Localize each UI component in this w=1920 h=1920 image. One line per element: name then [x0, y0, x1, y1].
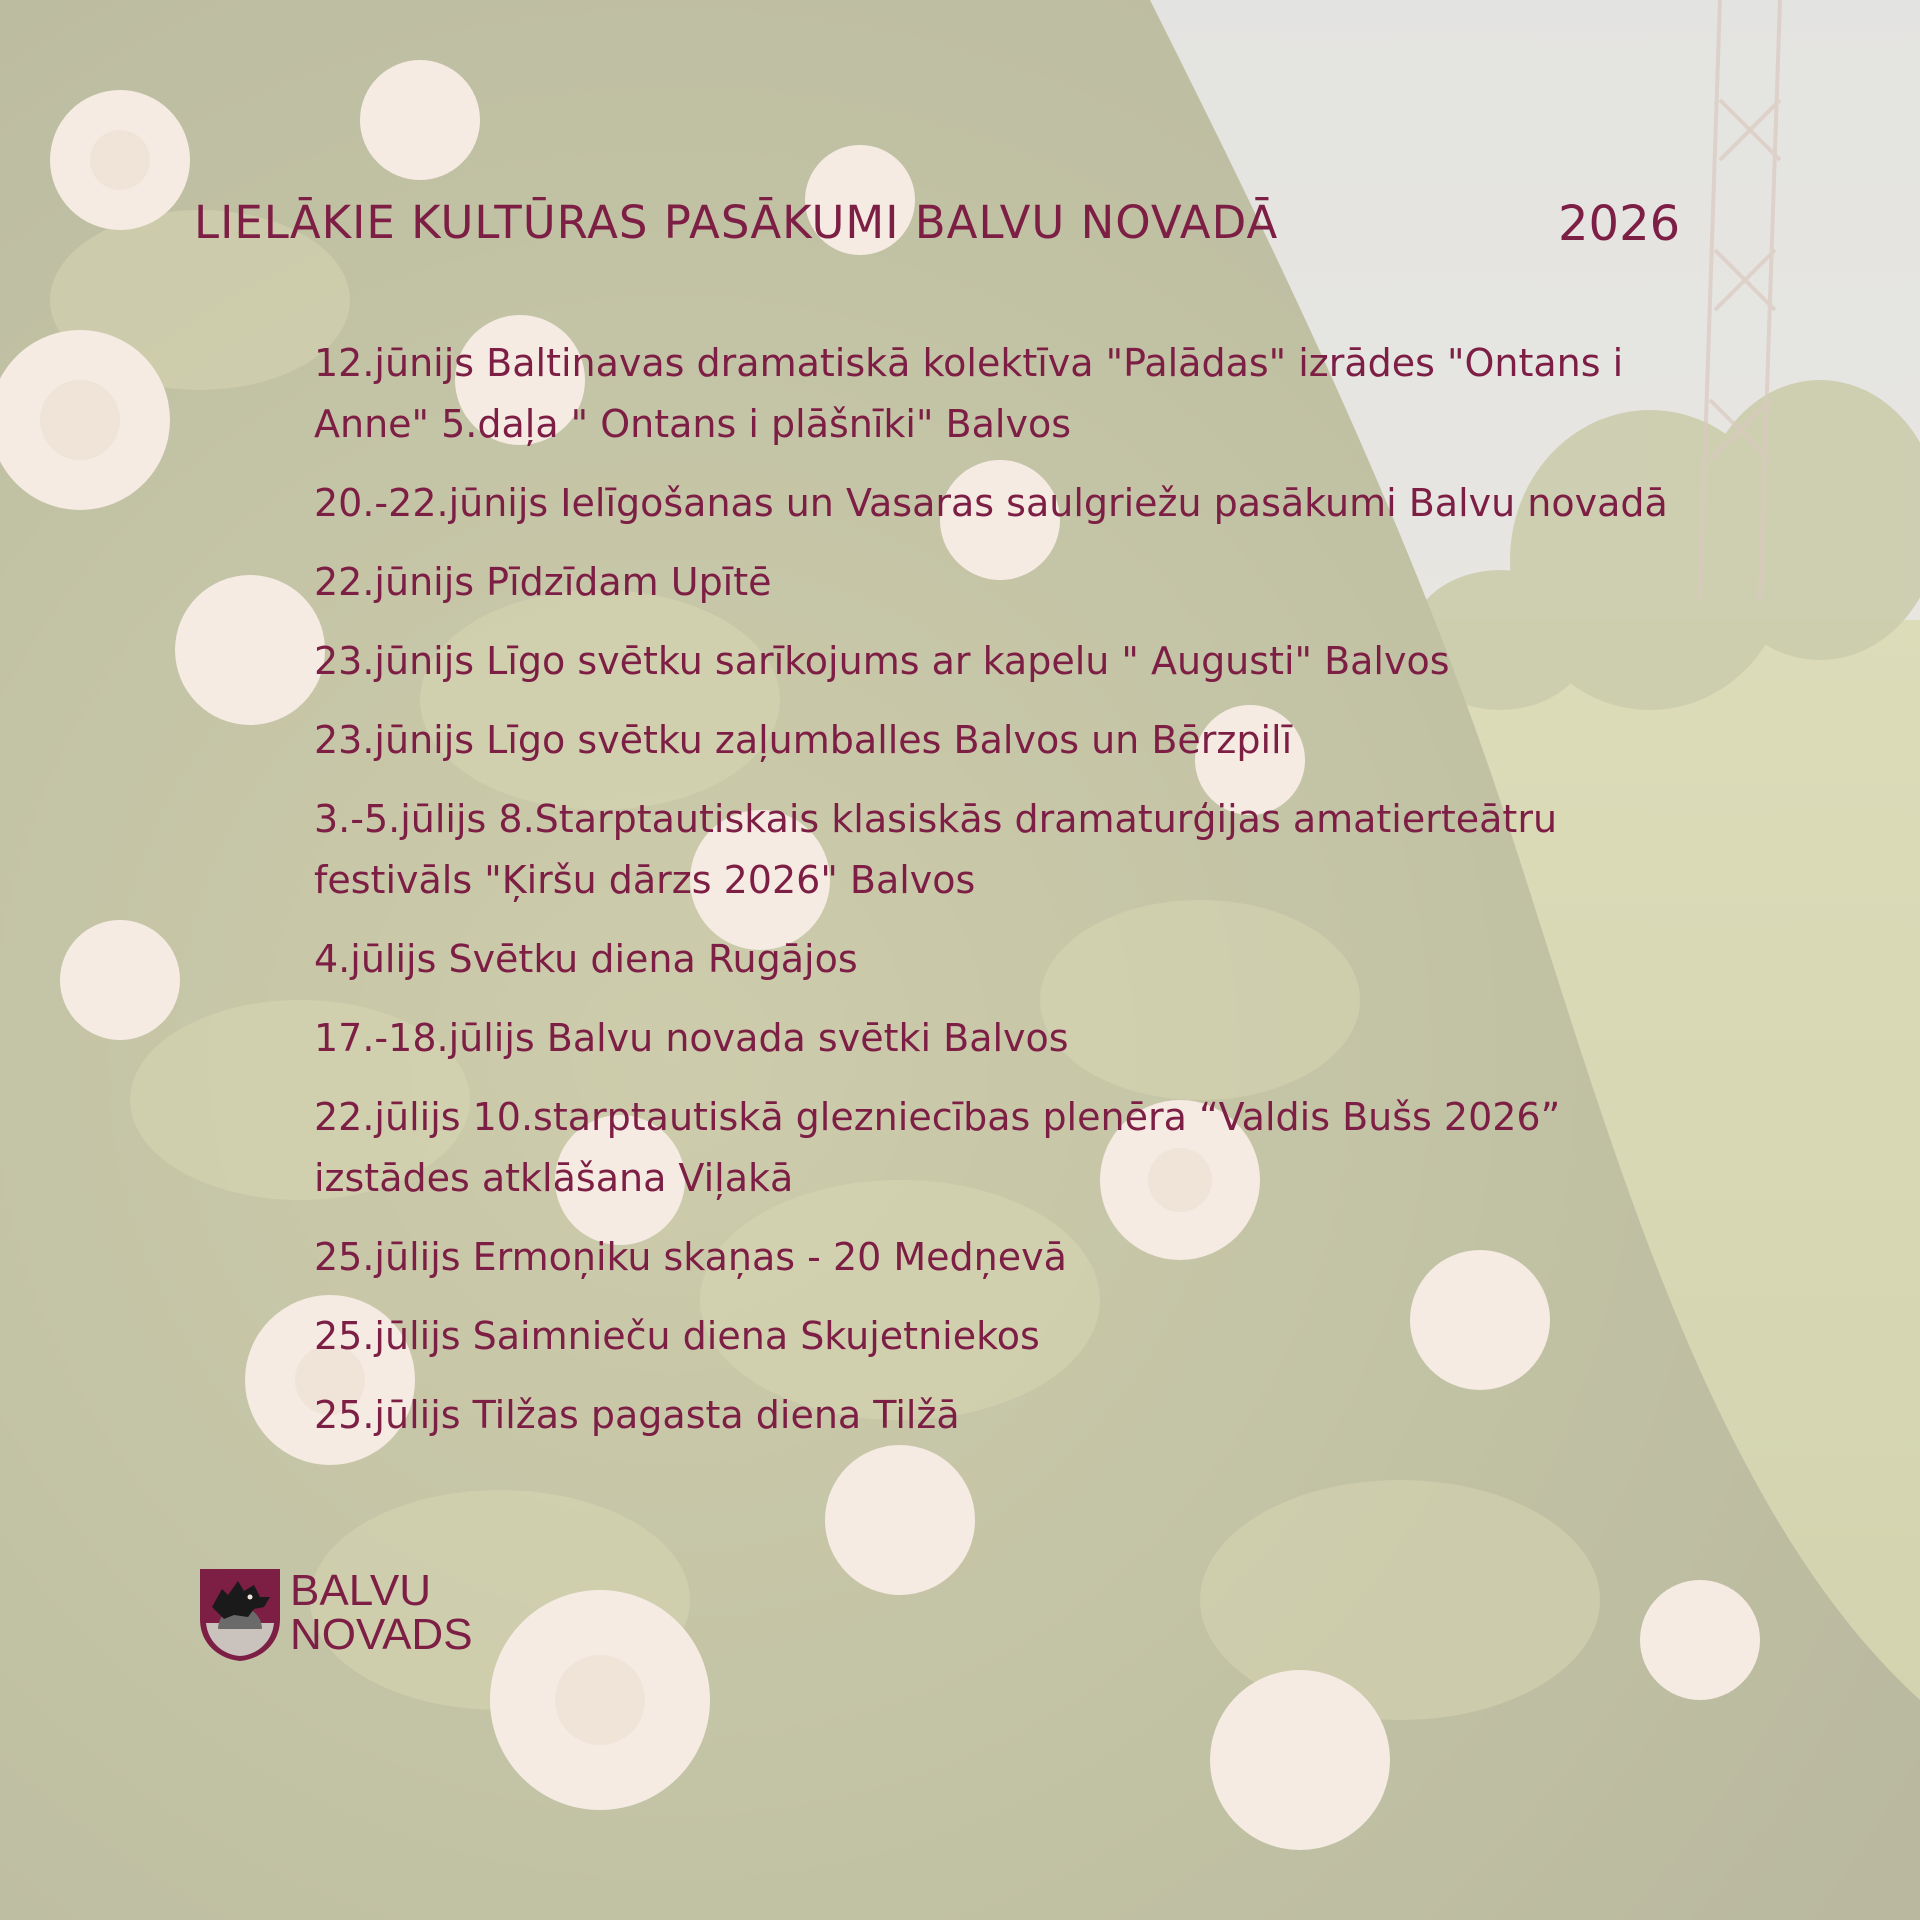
event-item: 23.jūnijs Līgo svētku zaļumballes Balvos un Bērzpilī [314, 718, 1293, 762]
event-list [314, 333, 1714, 1464]
event-item: 12.jūnijs Baltinavas dramatiskā kolektīva "Palādas" izrādes "Ontans i Anne" 5.daļa " Ontans i plāšnīki" Balvos [314, 341, 1624, 446]
logo-wordmark [290, 1566, 473, 1659]
event-item: 22.jūlijs 10.starptautiskā glezniecības plenēra “Valdis Bušs 2026” izstādes atklāšana Viļakā [314, 1095, 1561, 1200]
event-item: 20.-22.jūnijs Ielīgošanas un Vasaras saulgriežu pasākumi Balvu novadā [314, 481, 1668, 525]
event-item: 25.jūlijs Saimnieču diena Skujetniekos [314, 1314, 1040, 1358]
wolf-shield-icon [198, 1567, 282, 1663]
event-item: 3.-5.jūlijs 8.Starptautiskais klasiskās dramaturģijas amatierteātru festivāls "Ķiršu dārzs 2026" Balvos [314, 797, 1558, 902]
balvu-novads-logo [198, 1567, 518, 1667]
event-item: 25.jūlijs Tilžas pagasta diena Tilžā [314, 1393, 960, 1437]
event-item: 25.jūlijs Ermoņiku skaņas - 20 Medņevā [314, 1235, 1067, 1279]
poster-year: 2026 [1558, 196, 1681, 252]
logo-line-2: NOVADS [290, 1610, 473, 1659]
logo-line-1: BALVU [290, 1566, 432, 1615]
event-item: 4.jūlijs Svētku diena Rugājos [314, 937, 858, 981]
event-item: 23.jūnijs Līgo svētku sarīkojums ar kapelu " Augusti" Balvos [314, 639, 1450, 683]
event-item: 17.-18.jūlijs Balvu novada svētki Balvos [314, 1016, 1069, 1060]
poster-title: LIELĀKIE KULTŪRAS PASĀKUMI BALVU NOVADĀ [194, 196, 1279, 249]
event-item: 22.jūnijs Pīdzīdam Upītē [314, 560, 772, 604]
